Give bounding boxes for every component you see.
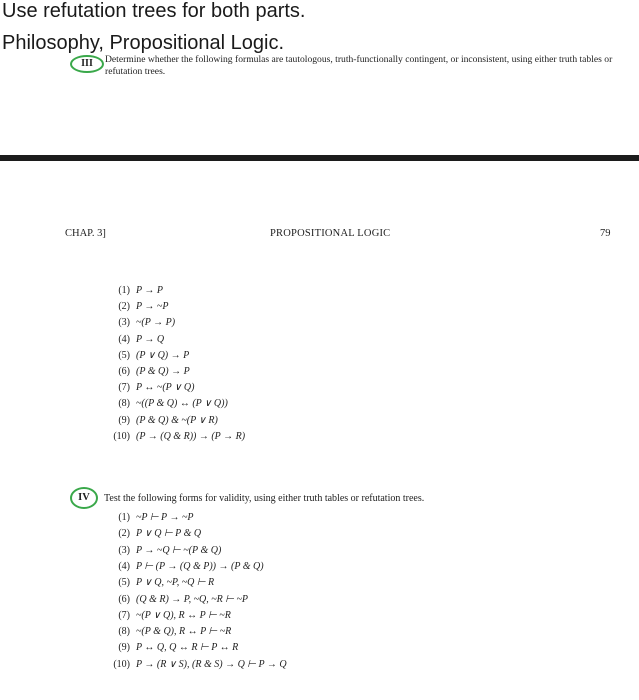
form-item [100, 510, 287, 526]
form-number: (8) [118, 626, 130, 638]
form-number: (10) [113, 658, 130, 670]
problem-number: (5) [118, 349, 130, 361]
problem-number: (4) [118, 333, 130, 345]
problem-item [100, 299, 245, 315]
problem-list [100, 283, 245, 445]
problem-item [100, 380, 245, 396]
question-line-1: Use refutation trees for both parts. [2, 0, 306, 22]
form-formula: P ↔ Q, Q ↔ R ⊢ P ↔ R [136, 642, 239, 654]
form-number: (3) [118, 544, 130, 556]
problem-number: (7) [118, 382, 130, 394]
form-number: (5) [118, 577, 130, 589]
problem-item [100, 283, 245, 299]
problem-item [100, 348, 245, 364]
section-3-badge: III [70, 55, 104, 73]
form-formula: (Q & R) → P, ~Q, ~R ⊢ ~P [136, 593, 248, 605]
page-title: PROPOSITIONAL LOGIC [270, 228, 391, 239]
form-formula: ~P ⊢ P → ~P [136, 512, 194, 524]
section-4-badge: IV [70, 487, 98, 509]
problem-item [100, 396, 245, 412]
chapter-label: CHAP. 3] [65, 228, 106, 239]
problem-formula: P → Q [136, 333, 165, 345]
form-item [100, 591, 287, 607]
problem-number: (6) [118, 365, 130, 377]
section-4-heading [70, 487, 424, 509]
problem-formula: (P & Q) & ~(P ∨ R) [136, 414, 218, 426]
form-item [100, 575, 287, 591]
problem-number: (1) [118, 285, 130, 296]
problem-formula: (P → (Q & R)) → (P → R) [136, 430, 246, 442]
problem-item [100, 413, 245, 429]
form-item [100, 559, 287, 575]
form-formula: ~(P ∨ Q), R ↔ P ⊢ ~R [136, 609, 231, 621]
page-number: 79 [600, 228, 611, 239]
problem-formula: ~(P → P) [136, 317, 176, 329]
problem-number: (2) [118, 301, 130, 313]
form-number: (7) [118, 609, 130, 621]
problem-number: (8) [118, 398, 130, 410]
problem-number: (9) [118, 414, 130, 426]
problem-number: (10) [113, 430, 130, 442]
question-line-2: Philosophy, Propositional Logic. [2, 32, 285, 54]
form-item [100, 657, 287, 673]
form-formula: P ⊢ (P → (Q & P)) → (P & Q) [136, 560, 264, 572]
problem-item [100, 315, 245, 331]
problem-item [100, 332, 245, 348]
problem-formula: ~((P & Q) ↔ (P ∨ Q)) [136, 398, 228, 410]
section-4-instructions: Test the following forms for validity, using either truth tables or refutation trees. [104, 492, 425, 504]
form-number: (2) [118, 528, 130, 540]
form-item [100, 640, 287, 656]
problem-number: (3) [118, 317, 130, 329]
problem-formula: P → P [136, 285, 164, 296]
form-item [100, 608, 287, 624]
form-item [100, 543, 287, 559]
form-item [100, 526, 287, 542]
problem-formula: (P & Q) → P [136, 365, 190, 377]
form-formula: ~(P & Q), R ↔ P ⊢ ~R [136, 626, 232, 638]
problem-formula: P ↔ ~(P ∨ Q) [136, 382, 195, 394]
form-formula: P ∨ Q ⊢ P & Q [136, 528, 202, 540]
form-formula: P ∨ Q, ~P, ~Q ⊢ R [136, 577, 215, 589]
form-number: (6) [118, 593, 130, 605]
problem-formula: P → ~P [136, 301, 169, 313]
form-list [100, 510, 287, 673]
form-number: (9) [118, 642, 130, 654]
form-formula: P → (R ∨ S), (R & S) → Q ⊢ P → Q [136, 658, 287, 670]
problem-item [100, 364, 245, 380]
problem-formula: (P ∨ Q) → P [136, 349, 190, 361]
page-divider [0, 155, 639, 161]
form-number: (4) [118, 560, 130, 572]
form-number: (1) [118, 512, 130, 524]
problem-item [100, 429, 245, 445]
form-formula: P → ~Q ⊢ ~(P & Q) [136, 544, 222, 556]
form-item [100, 624, 287, 640]
section-3-instructions: Determine whether the following formulas are tautologous, truth-functionally contingent, or inconsistent, using either truth tables or refutation trees. [105, 54, 613, 77]
